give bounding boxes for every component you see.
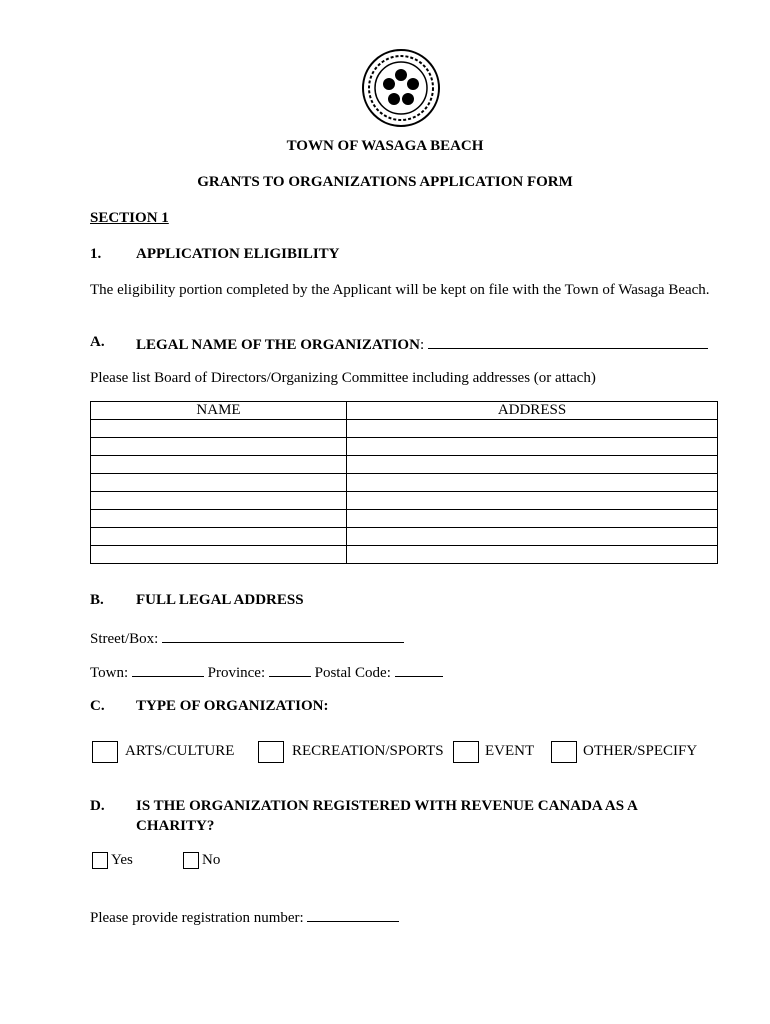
recreation-sports-label: RECREATION/SPORTS [292,743,444,759]
town-row [90,662,443,682]
town-name: TOWN OF WASAGA BEACH [286,138,484,154]
name-cell[interactable] [91,438,347,456]
table-row [91,492,718,510]
postal-code-input-line[interactable] [395,662,443,677]
yes-label: Yes [111,852,133,868]
arts-culture-label: ARTS/CULTURE [125,743,235,759]
eligibility-text: The eligibility portion completed by the Applicant will be kept on file with the Town of Wasaga Beach. [90,282,710,298]
address-cell[interactable] [347,438,718,456]
table-row [91,456,718,474]
table-row [91,510,718,528]
charity-heading-line2: CHARITY? [136,818,215,834]
town-input-line[interactable] [132,662,204,677]
org-type-heading: TYPE OF ORGANIZATION: [136,698,329,714]
registration-row [90,907,399,927]
address-cell[interactable] [347,510,718,528]
province-label: Province: [207,665,266,681]
address-cell[interactable] [347,528,718,546]
board-table [90,401,718,564]
table-row [91,528,718,546]
section-heading: SECTION 1 [90,210,169,226]
registration-label: Please provide registration number: [90,910,304,926]
legal-name-letter: A. [90,334,105,350]
address-cell[interactable] [347,492,718,510]
legal-name-colon: : [419,337,425,353]
address-cell[interactable] [347,420,718,438]
street-label: Street/Box: [90,631,159,647]
registration-number-input-line[interactable] [307,907,399,922]
name-cell[interactable] [91,474,347,492]
legal-name-input-line[interactable] [428,334,708,349]
column-address-header: ADDRESS [347,402,718,420]
column-name-header: NAME [91,402,347,420]
town-label: Town: [90,665,129,681]
other-specify-label: OTHER/SPECIFY [583,743,698,759]
event-label: EVENT [485,743,535,759]
no-label: No [202,852,221,868]
event-checkbox[interactable] [453,741,479,763]
arts-culture-checkbox[interactable] [92,741,118,763]
table-row [91,438,718,456]
name-cell[interactable] [91,510,347,528]
address-cell[interactable] [347,456,718,474]
org-type-letter: C. [90,698,105,714]
name-cell[interactable] [91,456,347,474]
address-cell[interactable] [347,546,718,564]
legal-name-row [136,334,708,354]
street-row [90,628,404,648]
recreation-sports-checkbox[interactable] [258,741,284,763]
yes-checkbox[interactable] [92,852,108,869]
no-checkbox[interactable] [183,852,199,869]
charity-letter: D. [90,798,105,814]
name-cell[interactable] [91,546,347,564]
other-specify-checkbox[interactable] [551,741,577,763]
address-cell[interactable] [347,474,718,492]
charity-heading-line1: IS THE ORGANIZATION REGISTERED WITH REVENUE CANADA AS A [136,798,638,814]
name-cell[interactable] [91,528,347,546]
table-row [91,474,718,492]
name-cell[interactable] [91,420,347,438]
address-heading: FULL LEGAL ADDRESS [136,592,304,608]
eligibility-number: 1. [90,246,102,262]
province-input-line[interactable] [269,662,311,677]
name-cell[interactable] [91,492,347,510]
table-row [91,420,718,438]
legal-name-label: LEGAL NAME OF THE ORGANIZATION [136,337,420,353]
eligibility-heading: APPLICATION ELIGIBILITY [136,246,340,262]
street-input-line[interactable] [162,628,404,643]
town-seal-logo [361,48,441,128]
form-title: GRANTS TO ORGANIZATIONS APPLICATION FORM [197,174,573,190]
table-row [91,546,718,564]
postal-code-label: Postal Code: [314,665,391,681]
board-table-header [91,402,718,420]
address-letter: B. [90,592,104,608]
board-instruction: Please list Board of Directors/Organizing Committee including addresses (or attach) [90,370,596,386]
